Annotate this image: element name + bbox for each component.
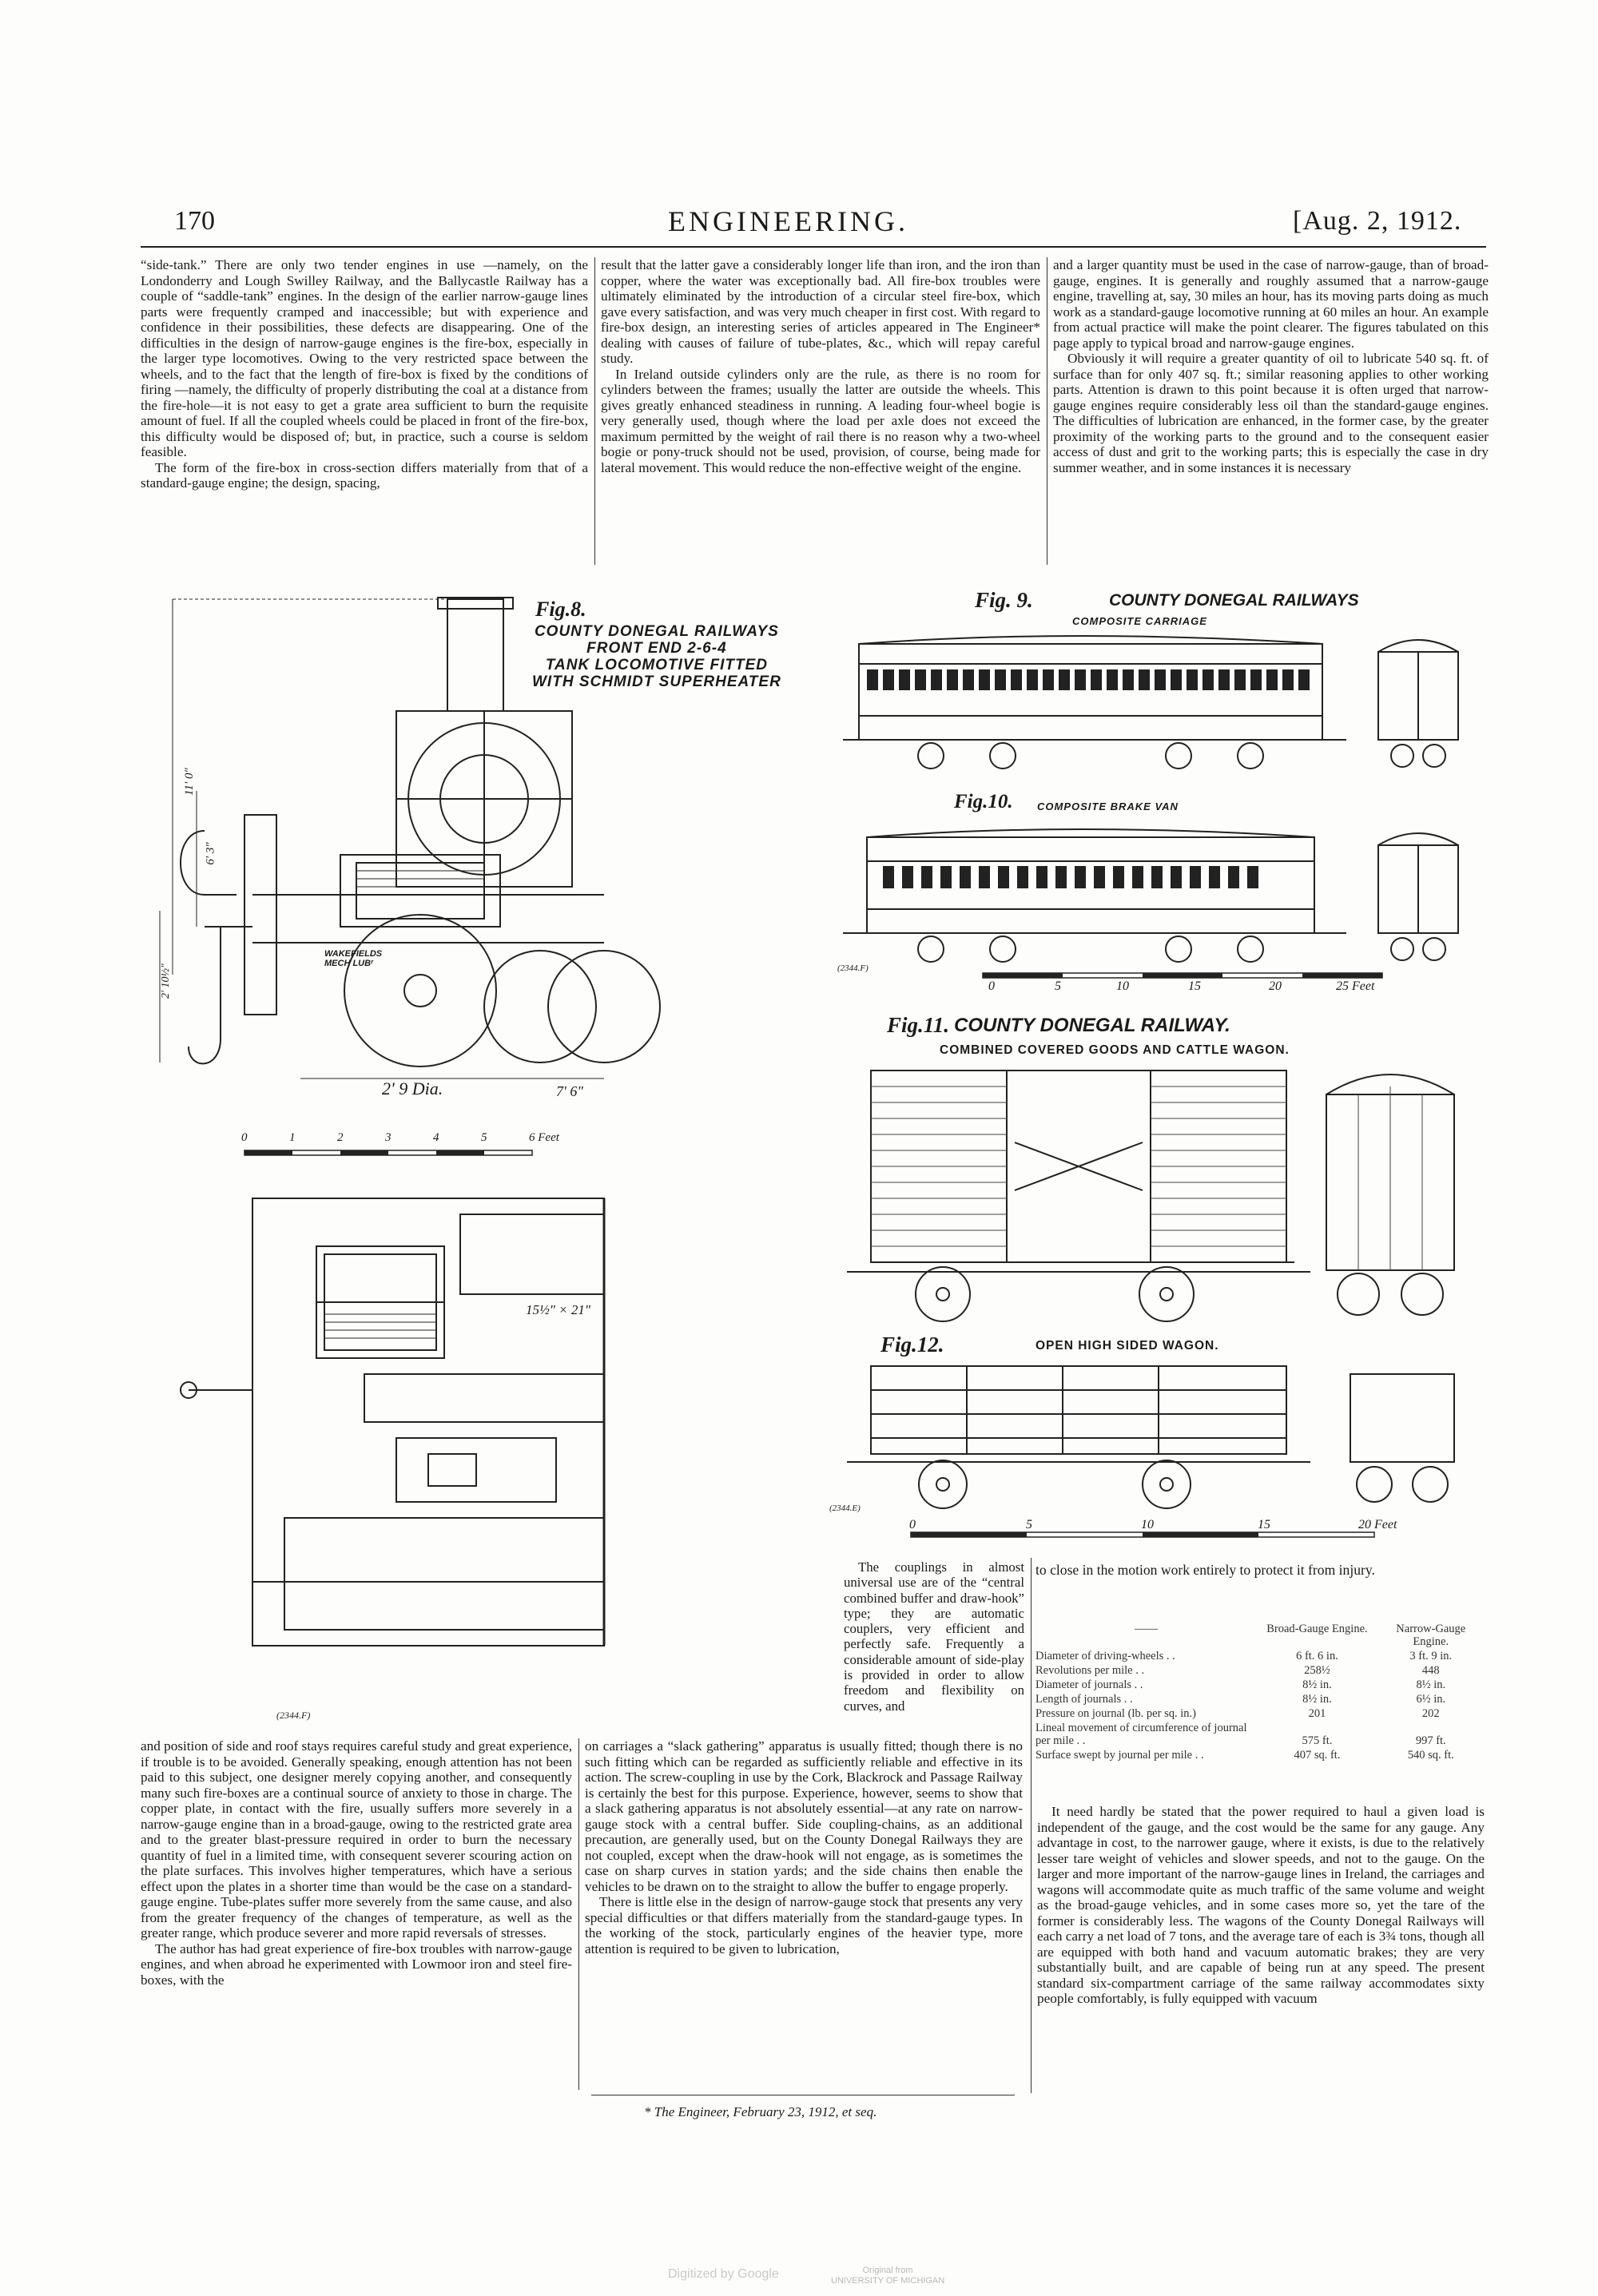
original-from <box>831 2266 944 2286</box>
original-from-line: UNIVERSITY OF MICHIGAN <box>831 2276 945 2286</box>
fig12-label: Fig.12. <box>880 1333 944 1357</box>
table-cell: 8½ in. <box>1416 1678 1446 1691</box>
table-row <box>1032 1721 1488 1748</box>
table-cell: 575 ft. <box>1302 1734 1333 1747</box>
footnote: * The Engineer, February 23, 1912, et seq. <box>644 2104 877 2119</box>
fig8-scale-tick: 5 <box>481 1131 487 1144</box>
paragraph: on carriages a “slack gathering” apparatus is usually fitted; though there is no such fitting which can be regarded as sufficiently reliable and effective in its action. The screw-coupling in use by the Cork, Blackrock and Passage Railway is certainly the best for this purpose. Experience, however, seems to show that a slack gathering apparatus is not absolutely essential—at any rate on narrow-gauge stock with a central buffer. Side coupling-chains, as an additional precaution, are generally used, but on the County Donegal Railways they are not coupled, except when the draw-hook will not engage, as is sometimes the case on sharp curves in station yards; and the side chains then enable the vehicles to be drawn on to the straight to allow the buffer to engage properly. <box>585 1738 1023 1894</box>
fig12-scale-tick: 10 <box>1141 1518 1154 1531</box>
fig11-label: Fig.11. <box>887 1013 950 1037</box>
column-divider <box>578 1738 579 2090</box>
fig8-scale-tick: 3 <box>385 1131 392 1144</box>
table <box>1032 1622 1488 1762</box>
table-cell: Revolutions per mile . . <box>1036 1664 1145 1677</box>
fig8-scale-tick: 4 <box>433 1131 439 1144</box>
digitized-by-google: Digitized by Google <box>668 2267 779 2281</box>
dim-cylinder: 15½" × 21" <box>526 1302 590 1317</box>
page-number: 170 <box>174 206 215 236</box>
table-header-row <box>1032 1622 1488 1649</box>
lubricator-label <box>324 949 382 968</box>
fig9-label: Fig. 9. <box>975 588 1033 612</box>
journal-comparison-table <box>1032 1622 1488 1762</box>
fig12-ref: (2344.E) <box>829 1504 861 1513</box>
table-cell: 8½ in. <box>1302 1693 1332 1706</box>
journal-title: ENGINEERING. <box>668 205 908 237</box>
paragraph: The author has had great experience of fire-box troubles with narrow-gauge engines, and when abroad he experimented with Lowmoor iron and steel fire-boxes, with the <box>141 1940 572 1988</box>
table-row <box>1032 1748 1488 1762</box>
table-cell: Length of journals . . <box>1036 1693 1133 1706</box>
table-cell: 201 <box>1308 1707 1326 1720</box>
fig12-subtitle: OPEN HIGH SIDED WAGON. <box>1036 1339 1219 1353</box>
paragraph: In Ireland outside cylinders only are the rule, as there is no room for cylinders between the frames; usually the latter are outside the wheels. This gives greatly enhanced steadiness in running. A leading four-wheel bogie is very generally used, though where the load per axle does not exceed the maximum permitted by the weight of rail there is no reason why a two-wheel bogie or pony-truck should not be used, provision, of course, being made for lateral movement. This would reduce the non-effective weight of the engine. <box>601 366 1040 475</box>
table-header: Narrow-Gauge Engine. <box>1396 1623 1466 1648</box>
paragraph: It need hardly be stated that the power required to haul a given load is independent of the gauge, and the cost would be the same for any gauge. Any advantage in cost, to the narrower gauge, where it exists, is due to the relatively lesser tare weight of vehicles and slower speeds, and not to the gauge. On the larger and more important of the narrow-gauge lines in Ireland, the carriages and wagons will accommodate quite as much traffic of the same volume and weight as the broad-gauge vehicles, and in some cases more so, yet the tare of the former is considerably less. The wagons of the County Donegal Railways will each carry a net load of 7 tons, and the average tare of each is 3¾ tons, though all are equipped with both hand and vacuum automatic brakes; they are very substantially built, and are capable of being run at any speed. The present standard six-compartment carriage of the same railway accommodates sixty people comfortably, is fully equipped with vacuum <box>1037 1804 1485 2006</box>
fig11-title: COUNTY DONEGAL RAILWAY. <box>954 1015 1230 1036</box>
lubricator-label-line: WAKEFIELDS <box>324 949 383 959</box>
table-cell: Lineal movement of circumference of journal per mile . . <box>1036 1722 1247 1747</box>
fig12-scale-tick: 15 <box>1258 1518 1270 1531</box>
table-cell: Surface swept by journal per mile . . <box>1036 1749 1204 1762</box>
fig11-drawing-svg <box>831 1063 1494 1334</box>
fig8-caption-line: FRONT END 2-6-4 <box>586 640 727 657</box>
dim-height: 11' 0" <box>182 768 196 796</box>
paragraph: and position of side and roof stays requires careful study and great experience, if trouble is to be avoided. Generally speaking, enough attention has not been paid to this subject, one designer merely copying another, and consequently many such fire-boxes are a continual source of anxiety to those in charge. The copper plate, in contact with the fire, usually suffers more severely in a narrow-gauge engine than in a broad-gauge, owing to the restricted grate area and to the greater blast-pressure required in order to burn the necessary quantity of fuel in a limited time, with consequent severer scouring action on the plate surfaces. This involves higher temperatures, which have a serious effect upon the plates in a shorter time than would be the case on a standard-gauge engine. Tube-plates suffer more severely from the same cause, and also from the greater frequency of the changes of temperature, as well as the greater range, which produce severer and more rapid reversals of stresses. <box>141 1738 572 1940</box>
dim-wheel-diameter: 2' 9 Dia. <box>382 1078 443 1098</box>
table-cell: 997 ft. <box>1415 1734 1446 1747</box>
fig8-label: Fig.8. <box>535 598 586 621</box>
right-intro <box>1036 1563 1483 1579</box>
fig12-scale-tick: 20 Feet <box>1358 1518 1397 1531</box>
fig8-caption-line: WITH SCHMIDT SUPERHEATER <box>532 673 781 690</box>
fig8-caption <box>532 623 781 690</box>
paragraph: Obviously it will require a greater quantity of oil to lubricate 540 sq. ft. of surface than for only 407 sq. ft.; similar reasoning applies to other working parts. Attention is drawn to this point because it is often urged that narrow-gauge engines require considerably less oil than the standard-gauge engines. The difficulties of lubrication are enhanced, in the former case, by the greater proximity of the working parts to the ground and to the consequent easier access of dust and grit to the working parts; this is especially the case in dry summer weather, and in some instances it is necessary <box>1053 351 1489 475</box>
fig9-drawing-svg <box>835 628 1490 780</box>
fig8-drawing-svg <box>157 591 828 1726</box>
fig10-scale-tick: 15 <box>1188 979 1201 993</box>
table-header: —— <box>1135 1623 1159 1635</box>
table-cell: 6 ft. 6 in. <box>1296 1650 1338 1662</box>
fig10-scale-tick: 5 <box>1055 979 1061 993</box>
table-cell: Pressure on journal (lb. per sq. in.) <box>1036 1707 1196 1720</box>
table-cell: 448 <box>1421 1664 1440 1677</box>
fig8-scale-tick: 1 <box>289 1131 296 1144</box>
table-row <box>1032 1678 1488 1692</box>
fig9-subtitle: COMPOSITE CARRIAGE <box>1072 615 1207 627</box>
column-divider <box>1031 1558 1032 1901</box>
fig10-scale-bar <box>983 973 1382 978</box>
fig8-scale-tick: 6 Feet <box>529 1131 559 1144</box>
table-cell: 540 sq. ft. <box>1407 1749 1454 1762</box>
table-cell: 407 sq. ft. <box>1294 1749 1341 1762</box>
paragraph: There is little else in the design of narrow-gauge stock that presents any very special difficulties or that differs materially from the standard-gauge types. In the working of the stock, particularly engines of the heavier type, more attention is required to be given to lubrication, <box>585 1894 1023 1956</box>
table-cell: 6½ in. <box>1416 1693 1446 1706</box>
column-divider <box>594 257 595 565</box>
couplings-paragraph <box>844 1559 1024 1714</box>
fig10-brake-van-drawing <box>835 821 1490 981</box>
dim-buffer-center: 2' 10½" <box>159 963 172 999</box>
fig8-caption-line: TANK LOCOMOTIVE FITTED <box>545 657 768 673</box>
bottom-column-1 <box>141 1738 572 1988</box>
table-row <box>1032 1706 1488 1721</box>
fig10-scale-tick: 10 <box>1116 979 1129 993</box>
fig10-label: Fig.10. <box>954 791 1013 812</box>
table-row <box>1032 1692 1488 1706</box>
paragraph: “side-tank.” There are only two tender engines in use —namely, on the Londonderry and Lough Swilley Railway, and the Ballycastle Railway has a couple of “saddle-tank” engines. In the design of the earlier narrow-gauge lines parts were frequently cramped and inaccessible; but with experience and confidence in their possibilities, these defects are disappearing. One of the difficulties in the design of narrow-gauge engines is the fire-box, especially in the larger type locomotives. Owing to the very restricted space between the wheels, and to the fact that the length of fire-box is fixed by the conditions of firing —namely, the difficulty of properly distributing the coal at a distance from the fire-hole—it is not easy to get a grate area sufficient to burn the requisite amount of fuel. If all the coupled wheels could be placed in front of the fire-box, this difficulty would be disposed of; but, in practice, such a course is seldom feasible. <box>141 257 588 459</box>
column-divider <box>1031 1901 1032 2093</box>
fig8-scale-tick: 2 <box>337 1131 344 1144</box>
table-cell: 258½ <box>1304 1664 1330 1677</box>
fig8-scale-bar <box>244 1150 532 1155</box>
original-from-line: Original from <box>862 2266 913 2275</box>
table-cell: 3 ft. 9 in. <box>1409 1650 1453 1662</box>
bottom-column-3 <box>1037 1804 1485 2007</box>
fig10-scale-tick: 20 <box>1269 979 1282 993</box>
fig9-carriage-drawing <box>835 628 1490 780</box>
paragraph: The couplings in almost universal use are of the “central combined buffer and draw-hook” type; they are automatic couplers, very efficient and perfectly safe. Frequently a considerable amount of side-play is provided in order to allow freedom and flexibility on curves, and <box>844 1559 1024 1714</box>
table-header: Broad-Gauge Engine. <box>1266 1623 1368 1635</box>
header-rule <box>141 246 1486 248</box>
paragraph: and a larger quantity must be used in the case of narrow-gauge, than of broad-gauge, engines. It is generally and roughly assumed that a narrow-gauge engine, travelling at, say, 30 miles an hour, has its moving parts doing as much work as a standard-gauge locomotive running at 60 miles an hour. An example from actual practice will make the point clearer. The figures tabulated on this page apply to typical broad and narrow-gauge engines. <box>1053 257 1489 351</box>
table-cell: 202 <box>1421 1707 1440 1720</box>
dim-width: 7' 6" <box>556 1083 583 1099</box>
paragraph: to close in the motion work entirely to protect it from injury. <box>1036 1562 1375 1578</box>
top-column-2 <box>601 257 1040 475</box>
paragraph: The form of the fire-box in cross-section differs materially from that of a standard-gauge engine; the design, spacing, <box>141 459 588 491</box>
fig8-scale-tick: 0 <box>241 1131 248 1144</box>
bottom-column-2 <box>585 1738 1023 1956</box>
fig12-drawing-svg <box>831 1358 1494 1542</box>
top-column-3 <box>1053 257 1489 475</box>
fig10-scale-tick: 25 Feet <box>1336 979 1375 993</box>
fig10-ref: (2344.F) <box>837 963 869 973</box>
table-cell: Diameter of driving-wheels . . <box>1036 1650 1175 1662</box>
fig9-title: COUNTY DONEGAL RAILWAYS <box>1109 591 1359 610</box>
fig10-subtitle: COMPOSITE BRAKE VAN <box>1037 800 1179 812</box>
fig8-ref: (2344.F) <box>276 1710 311 1721</box>
fig12-wagon-drawing <box>831 1358 1494 1542</box>
fig10-drawing-svg <box>835 821 1490 981</box>
fig12-scale-bar <box>911 1532 1374 1537</box>
issue-date: [Aug. 2, 1912. <box>1293 206 1462 236</box>
fig12-scale-tick: 0 <box>909 1518 916 1531</box>
fig11-subtitle: COMBINED COVERED GOODS AND CATTLE WAGON. <box>940 1043 1290 1057</box>
fig12-scale-tick: 5 <box>1026 1518 1032 1531</box>
top-column-1 <box>141 257 588 491</box>
fig10-scale-tick: 0 <box>988 979 995 993</box>
table-row <box>1032 1649 1488 1663</box>
dim-buffer-height: 6' 3" <box>204 842 217 865</box>
fig8-caption-line: COUNTY DONEGAL RAILWAYS <box>534 623 779 640</box>
table-cell: Diameter of journals . . <box>1036 1678 1143 1691</box>
table-cell: 8½ in. <box>1302 1678 1332 1691</box>
table-row <box>1032 1663 1488 1678</box>
fig8-locomotive-drawing <box>157 591 828 1726</box>
fig11-wagon-drawing <box>831 1063 1494 1334</box>
lubricator-label-line: MECH LUBʳ <box>324 959 374 968</box>
paragraph: result that the latter gave a considerably longer life than iron, and the iron than copper, where the water was exceptionally bad. All fire-box troubles were ultimately eliminated by the introduction of a circular steel fire-box, which gave every satisfaction, and was very much cheaper in first cost. With regard to fire-box design, an interesting series of articles appeared in The Engineer* dealing with causes of failure of tube-plates, &c., which will repay careful study. <box>601 257 1040 366</box>
